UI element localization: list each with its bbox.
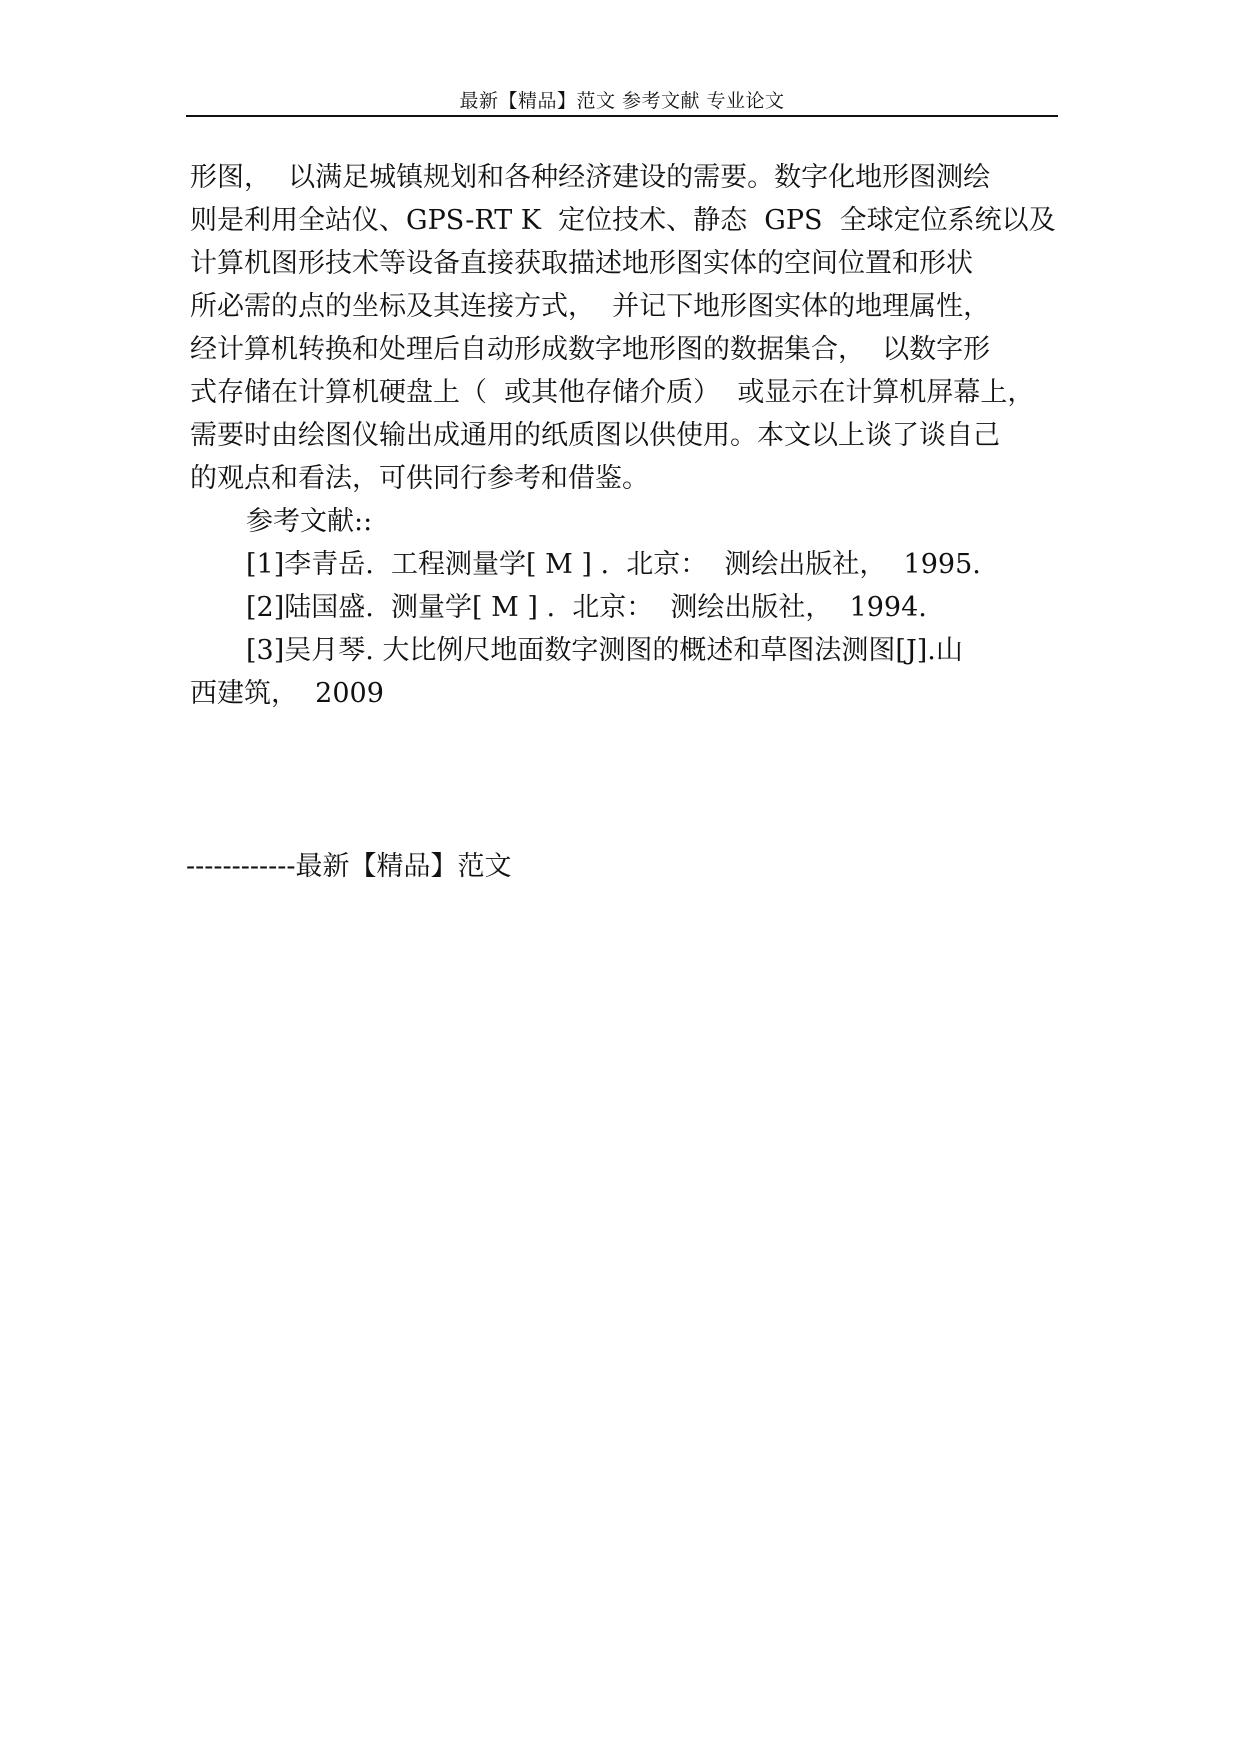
header-divider	[186, 115, 1058, 117]
reference-item: [2]陆国盛. 测量学[ M ] . 北京： 测绘出版社， 1994.	[246, 592, 927, 623]
reference-item: [3]吴月琴. 大比例尺地面数字测图的概述和草图法测图[J].山	[246, 635, 963, 666]
paragraph-line: 计算机图形技术等设备直接获取描述地形图实体的空间位置和形状	[190, 248, 973, 279]
reference-continuation: 西建筑， 2009	[190, 678, 384, 709]
reference-item: [1]李青岳. 工程测量学[ M ] . 北京： 测绘出版社， 1995.	[246, 549, 981, 580]
paragraph-line: 所必需的点的坐标及其连接方式， 并记下地形图实体的地理属性，	[190, 291, 991, 322]
references-heading: 参考文献::	[246, 506, 373, 537]
paragraph-line: 则是利用全站仪、GPS-RT K 定位技术、静态 GPS 全球定位系统以及	[190, 205, 1056, 236]
page-header: 最新【精品】范文 参考文献 专业论文	[459, 90, 785, 112]
paragraph-line: 需要时由绘图仪输出成通用的纸质图以供使用。本文以上谈了谈自己	[190, 420, 1000, 451]
document-body	[190, 156, 1070, 715]
paragraph-line: 的观点和看法，可供同行参考和借鉴。	[190, 463, 649, 494]
paragraph-line: 式存储在计算机硬盘上（ 或其他存储介质） 或显示在计算机屏幕上，	[190, 377, 1035, 408]
paragraph-line: 形图， 以满足城镇规划和各种经济建设的需要。数字化地形图测绘	[190, 162, 991, 193]
paragraph-line: 经计算机转换和处理后自动形成数字地形图的数据集合， 以数字形	[190, 334, 991, 365]
page-footer: ------------最新【精品】范文	[186, 851, 512, 882]
